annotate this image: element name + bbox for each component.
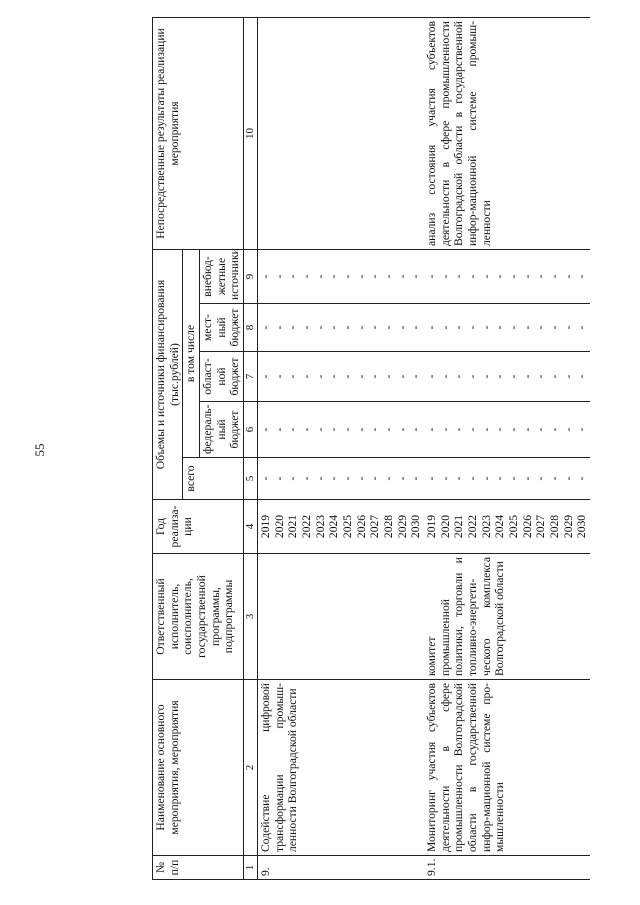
table-row [424, 17, 590, 879]
total-values: - - - - - - - - - - - - [424, 457, 590, 499]
years-list: 2019 2020 2021 2022 2023 2024 2025 2026 2027 2028 2029 2030 [424, 499, 590, 553]
activity-name: Мониторинг участия субъектов деятельности в сфере промышленности Волгоградской области в государственной инфор-мационной системе про-мышленности [424, 679, 590, 855]
local-values: - - - - - - - - - - - - [258, 303, 425, 351]
header-total: всего [183, 457, 244, 499]
column-number: 7 [244, 351, 258, 401]
header-including: в том числе [183, 249, 200, 457]
federal-values: - - - - - - - - - - - - [258, 401, 425, 457]
column-number: 5 [244, 457, 258, 499]
header-results: Непосредственные результаты реализации мероприятия [153, 17, 244, 249]
header-year: Год реализа-ции [153, 499, 244, 553]
column-number: 8 [244, 303, 258, 351]
column-number: 10 [244, 17, 258, 249]
column-number: 6 [244, 401, 258, 457]
years-list: 2019 2020 2021 2022 2023 2024 2025 2026 2027 2028 2029 2030 [258, 499, 425, 553]
header-activity-name: Наименование основного мероприятия, мероприятия [153, 679, 244, 855]
header-funding: Объемы и источники финансирования (тыс.рублей) [153, 249, 183, 499]
regional-values: - - - - - - - - - - - - [424, 351, 590, 401]
executor [258, 553, 425, 679]
header-extrabudgetary: внебюд-жетные источники [200, 249, 244, 303]
extrabudgetary-values: - - - - - - - - - - - - [424, 249, 590, 303]
header-executor: Ответственный исполнитель, соисполнитель, государственной программы, подпрограммы [153, 553, 244, 679]
total-values: - - - - - - - - - - - - [258, 457, 425, 499]
federal-values: - - - - - - - - - - - - [424, 401, 590, 457]
header-regional-budget: област-ной бюджет [200, 351, 244, 401]
column-number: 1 [244, 855, 258, 879]
result-text [258, 17, 425, 249]
column-number: 3 [244, 553, 258, 679]
column-number: 9 [244, 249, 258, 303]
header-number: № п/п [153, 855, 244, 879]
column-number: 4 [244, 499, 258, 553]
extrabudgetary-values: - - - - - - - - - - - - [258, 249, 425, 303]
table-row [258, 17, 425, 879]
program-activities-table [152, 16, 590, 879]
regional-values: - - - - - - - - - - - - [258, 351, 425, 401]
row-number: 9. [258, 855, 425, 879]
header-federal-budget: федераль-ный бюджет [200, 401, 244, 457]
header-local-budget: мест-ный бюджет [200, 303, 244, 351]
local-values: - - - - - - - - - - - - [424, 303, 590, 351]
result-text: анализ состояния участия субъектов деятельности в сфере промышленности Волгоградской области в государственной инфор-мационной системе промыш-ленности [424, 17, 590, 249]
activity-name: Содействие цифровой трансформации промыш-ленности Волгоградской области [258, 679, 425, 855]
document-page [80, 0, 640, 905]
column-number: 2 [244, 679, 258, 855]
rotated-table-sheet [150, 18, 589, 888]
page-number: 55 [32, 443, 47, 457]
executor: комитет промышленной политики, торговли и топливно-энергети-ческого комплекса Волгоградской области [424, 553, 590, 679]
row-number: 9.1. [424, 855, 590, 879]
